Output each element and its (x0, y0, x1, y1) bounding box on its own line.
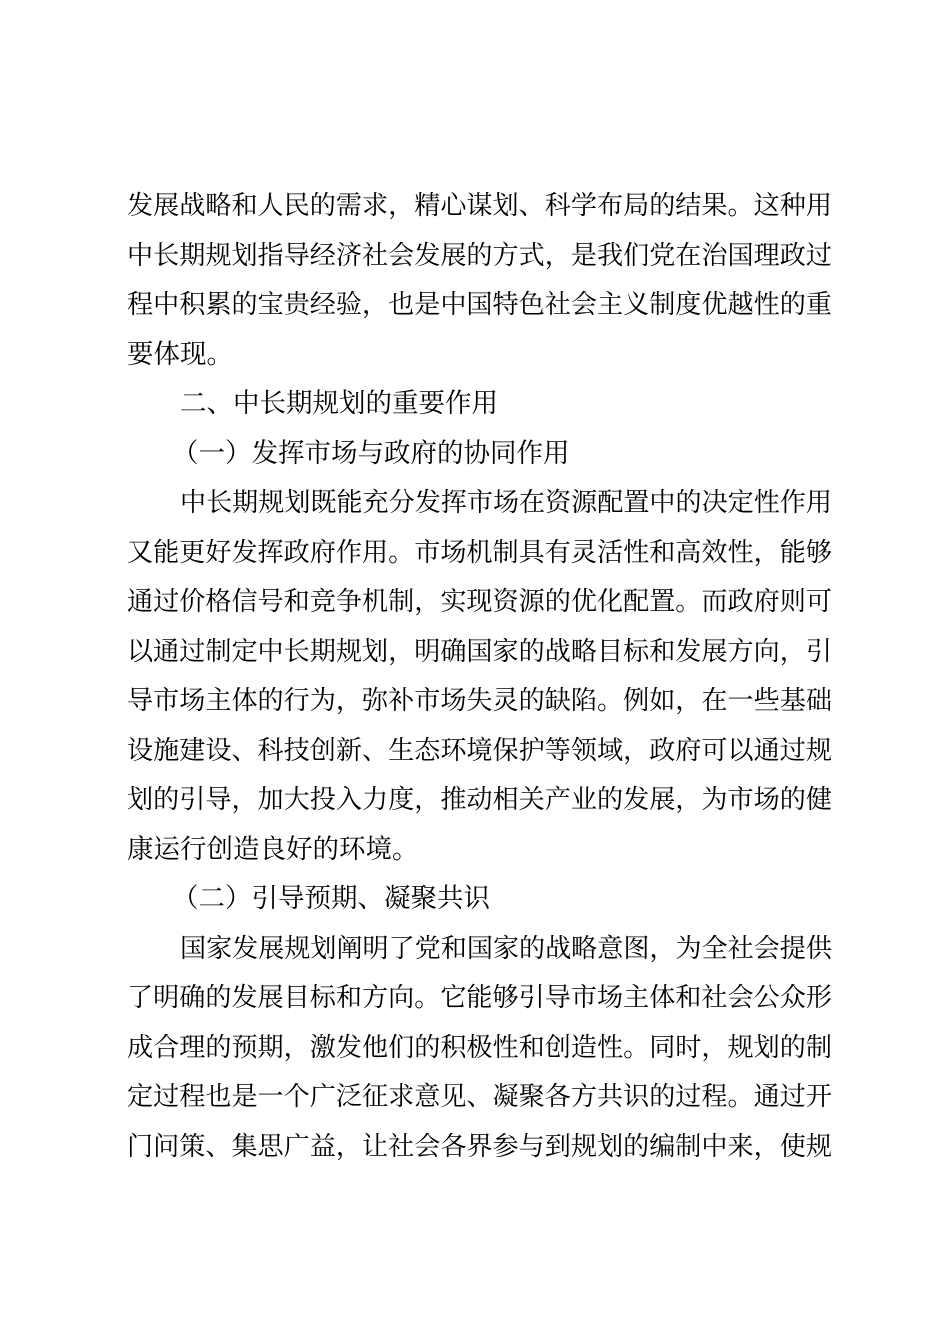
line-text: 设施建设、科技创新、生态环境保护等领域，政府可以通过规 (127, 736, 832, 766)
line-text: 要体现。 (127, 339, 233, 370)
text-line-8 (0, 533, 950, 573)
heading-text: 二、中长期规划的重要作用 (180, 388, 498, 419)
text-line-3 (0, 285, 950, 325)
text-line-2 (0, 236, 950, 276)
line-text: 康运行创造良好的环境。 (127, 834, 419, 865)
line-text: 划的引导，加大投入力度，推动相关产业的发展，为市场的健 (127, 785, 832, 815)
text-line-12 (0, 731, 950, 771)
line-text: 成合理的预期，激发他们的积极性和创造性。同时，规划的制 (127, 1033, 832, 1063)
text-line-20 (0, 1127, 950, 1167)
text-line-16 (0, 929, 950, 969)
line-text: 程中积累的宝贵经验，也是中国特色社会主义制度优越性的重 (127, 290, 832, 320)
line-text: 国家发展规划阐明了党和国家的战略意图，为全社会提供 (180, 934, 832, 964)
line-text: 中长期规划既能充分发挥市场在资源配置中的决定性作用 (180, 488, 832, 518)
text-line-7 (0, 483, 950, 523)
text-line-1 (0, 186, 950, 226)
text-line-11 (0, 681, 950, 721)
line-text: 门问策、集思广益，让社会各界参与到规划的编制中来，使规 (127, 1132, 832, 1162)
text-line-17 (0, 978, 950, 1018)
text-line-14 (0, 830, 950, 870)
section-heading (0, 384, 950, 424)
heading-text: （一）发挥市场与政府的协同作用 (172, 438, 570, 469)
line-text: 了明确的发展目标和方向。它能够引导市场主体和社会公众形 (127, 983, 832, 1013)
line-text: 以通过制定中长期规划，明确国家的战略目标和发展方向，引 (127, 637, 832, 667)
text-line-18 (0, 1028, 950, 1068)
text-line-4 (0, 335, 950, 375)
line-text: 又能更好发挥政府作用。市场机制具有灵活性和高效性，能够 (127, 538, 832, 568)
line-text: 中长期规划指导经济社会发展的方式，是我们党在治国理政过 (127, 241, 832, 271)
line-text: 导市场主体的行为，弥补市场失灵的缺陷。例如，在一些基础 (127, 686, 832, 716)
line-text: 发展战略和人民的需求，精心谋划、科学布局的结果。这种用 (127, 191, 832, 221)
text-line-19 (0, 1077, 950, 1117)
subsection-heading-1 (0, 434, 950, 474)
line-text: 定过程也是一个广泛征求意见、凝聚各方共识的过程。通过开 (127, 1082, 832, 1112)
text-line-10 (0, 632, 950, 672)
line-text: 通过价格信号和竞争机制，实现资源的优化配置。而政府则可 (127, 587, 832, 617)
text-line-13 (0, 780, 950, 820)
heading-text: （二）引导预期、凝聚共识 (172, 883, 490, 914)
text-line-9 (0, 582, 950, 622)
subsection-heading-2 (0, 879, 950, 919)
